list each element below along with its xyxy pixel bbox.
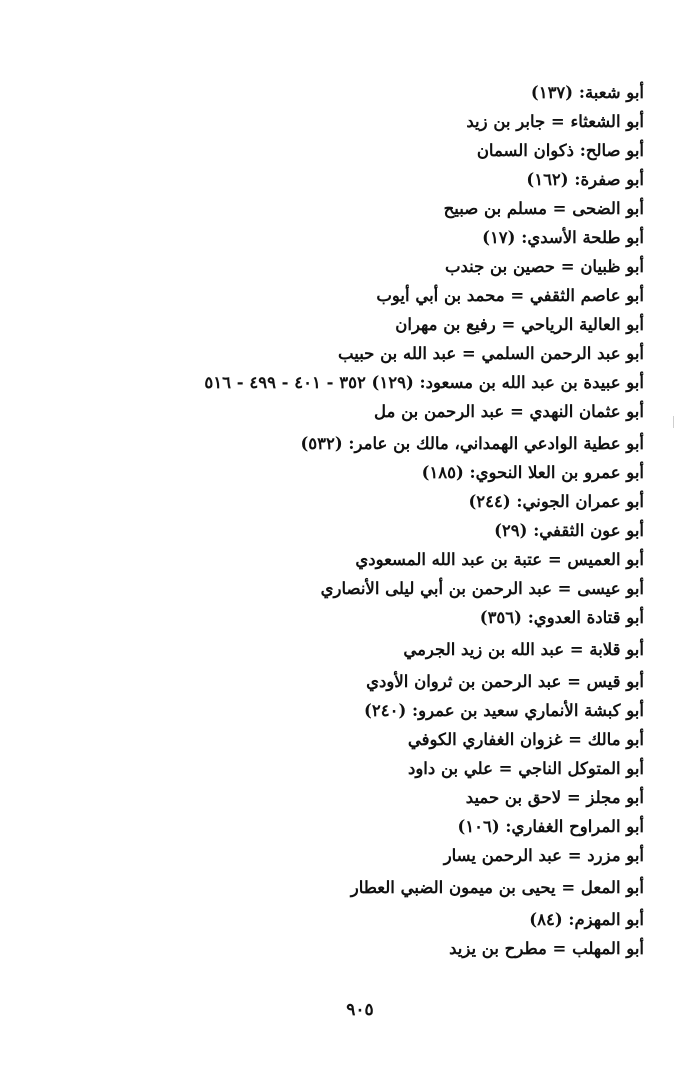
- index-entry: أبو قلابة = عبد الله بن زيد الجرمي: [403, 640, 644, 659]
- index-entry: أبو الضحى = مسلم بن صبيح: [443, 199, 644, 218]
- index-entries-list: [144, 78, 644, 963]
- index-entry: أبو مالك = غزوان الغفاري الكوفي: [407, 730, 644, 749]
- margin-mark: [673, 416, 674, 428]
- index-entry: أبو المراوح الغفاري: (١٠٦): [457, 817, 644, 836]
- index-entry: أبو العالية الرياحي = رفيع بن مهران: [395, 315, 644, 334]
- index-entry: أبو المتوكل الناجي = علي بن داود: [407, 759, 644, 778]
- index-entry: أبو قتادة العدوي: (٣٥٦): [479, 608, 644, 627]
- index-entry: أبو ظبيان = حصين بن جندب: [444, 257, 644, 276]
- index-entry: أبو عاصم الثقفي = محمد بن أبي أيوب: [376, 286, 644, 305]
- index-entry: أبو عمران الجوني: (٢٤٤): [468, 492, 644, 511]
- index-entry: أبو المهزم: (٨٤): [529, 910, 644, 929]
- index-entry: أبو مزرد = عبد الرحمن يسار: [443, 846, 644, 865]
- index-entry: أبو الشعثاء = جابر بن زيد: [466, 112, 644, 131]
- index-entry: أبو مجلز = لاحق بن حميد: [465, 788, 644, 807]
- index-entry: أبو عيسى = عبد الرحمن بن أبي ليلى الأنصاري: [320, 579, 644, 598]
- index-entry: أبو صالح: ذكوان السمان: [476, 141, 644, 160]
- index-entry: أبو صفرة: (١٦٢): [526, 170, 644, 189]
- index-entry: أبو عون الثقفي: (٢٩): [494, 521, 644, 540]
- index-entry: أبو عبد الرحمن السلمي = عبد الله بن حبيب: [338, 344, 644, 363]
- index-entry: أبو المهلب = مطرح بن يزيد: [449, 939, 644, 958]
- index-entry: أبو عبيدة بن عبد الله بن مسعود: (١٢٩) ٣٥٢ - ٤٠١ - ٤٩٩ - ٥١٦: [204, 373, 644, 392]
- index-entry: أبو عطية الوادعي الهمداني، مالك بن عامر: (٥٣٢): [300, 434, 644, 453]
- index-entry: أبو طلحة الأسدي: (١٧): [482, 228, 644, 247]
- index-entry: أبو عثمان النهدي = عبد الرحمن بن مل: [373, 402, 644, 421]
- index-entry: أبو قيس = عبد الرحمن بن ثروان الأودي: [366, 672, 644, 691]
- index-entry: أبو عمرو بن العلا النحوي: (١٨٥): [421, 463, 644, 482]
- index-entry: أبو كبشة الأنماري سعيد بن عمرو: (٢٤٠): [364, 701, 644, 720]
- index-entry: أبو المعل = يحيى بن ميمون الضبي العطار: [350, 878, 644, 897]
- index-entry: أبو شعبة: (١٣٧): [530, 83, 644, 102]
- page-number: ٩٠٥: [346, 1000, 374, 1020]
- index-entry: أبو العميس = عتبة بن عبد الله المسعودي: [355, 550, 644, 569]
